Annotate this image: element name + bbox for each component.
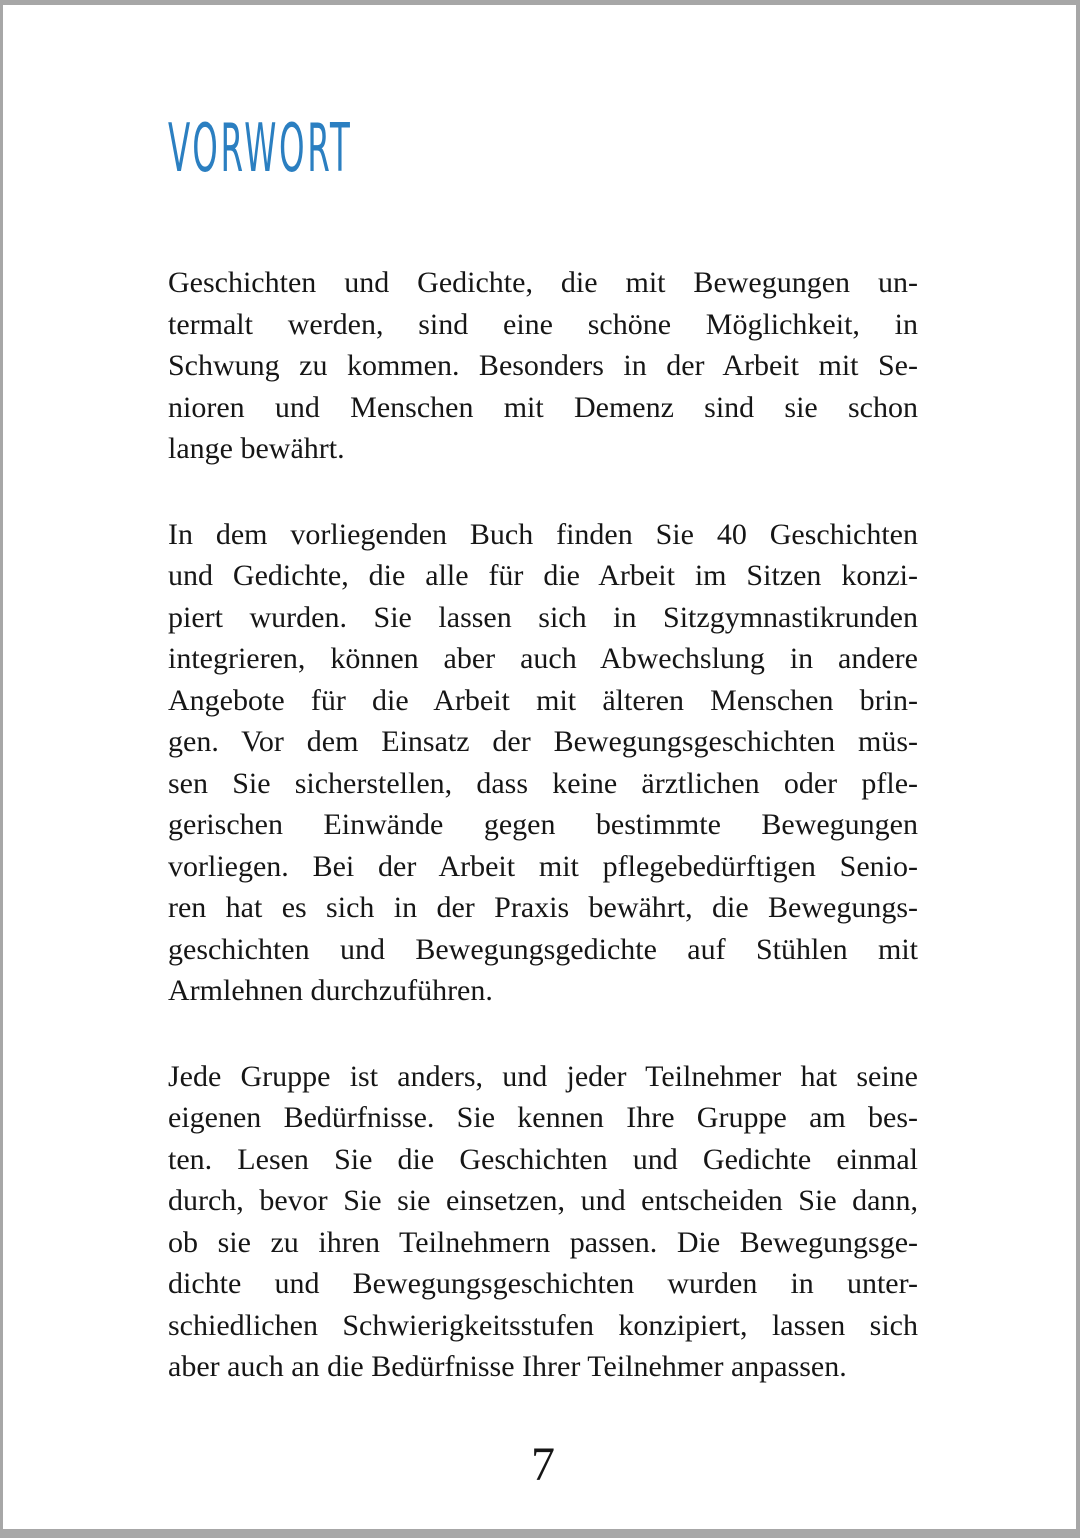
text-line: schiedlichen Schwierigkeitsstufen konzipiert, lassen sich bbox=[168, 1308, 918, 1342]
text-line: gerischen Einwände gegen bestimmte Bewegungen bbox=[168, 808, 918, 841]
text-line: Armlehnen durchzuführen. bbox=[168, 974, 493, 1007]
paragraph bbox=[168, 262, 918, 470]
text-line: vorliegen. Bei der Arbeit mit pflegebedürftigen Senio- bbox=[168, 849, 918, 883]
paragraph bbox=[168, 1056, 918, 1388]
text-line: eigenen Bedürfnisse. Sie kennen Ihre Gruppe am bes- bbox=[168, 1101, 918, 1134]
text-line: Schwung zu kommen. Besonders in der Arbeit mit Se- bbox=[168, 349, 918, 382]
text-line: piert wurden. Sie lassen sich in Sitzgymnastikrunden bbox=[168, 600, 918, 634]
text-line: aber auch an die Bedürfnisse Ihrer Teilnehmer anpassen. bbox=[168, 1350, 847, 1383]
text-line: und Gedichte, die alle für die Arbeit im Sitzen konzi- bbox=[168, 559, 918, 592]
body-text bbox=[168, 262, 918, 1388]
text-line: Jede Gruppe ist anders, und jeder Teilnehmer hat seine bbox=[168, 1059, 918, 1093]
text-line: lange bewährt. bbox=[168, 432, 345, 465]
text-line: Angebote für die Arbeit mit älteren Menschen brin- bbox=[168, 683, 918, 717]
text-line: ten. Lesen Sie die Geschichten und Gedichte einmal bbox=[168, 1142, 918, 1176]
text-line: dichte und Bewegungsgeschichten wurden in unter- bbox=[168, 1267, 918, 1300]
text-line: ob sie zu ihren Teilnehmern passen. Die Bewegungsge- bbox=[168, 1225, 918, 1259]
text-line: Geschichten und Gedichte, die mit Bewegungen un- bbox=[168, 266, 918, 299]
text-line: integrieren, können aber auch Abwechslung in andere bbox=[168, 642, 918, 675]
text-line: durch, bevor Sie sie einsetzen, und entscheiden Sie dann, bbox=[168, 1184, 918, 1217]
page-title: VORWORT bbox=[168, 109, 353, 188]
text-line: gen. Vor dem Einsatz der Bewegungsgeschichten müs- bbox=[168, 725, 918, 758]
page-number: 7 bbox=[531, 1438, 555, 1491]
text-line: ren hat es sich in der Praxis bewährt, die Bewegungs- bbox=[168, 891, 918, 924]
text-line: geschichten und Bewegungsgedichte auf Stühlen mit bbox=[168, 932, 918, 966]
text-line: sen Sie sicherstellen, dass keine ärztlichen oder pfle- bbox=[168, 766, 918, 800]
paragraph bbox=[168, 514, 918, 1012]
text-line: termalt werden, sind eine schöne Möglichkeit, in bbox=[168, 307, 918, 341]
text-line: nioren und Menschen mit Demenz sind sie schon bbox=[168, 390, 918, 424]
text-line: In dem vorliegenden Buch finden Sie 40 Geschichten bbox=[168, 517, 918, 551]
